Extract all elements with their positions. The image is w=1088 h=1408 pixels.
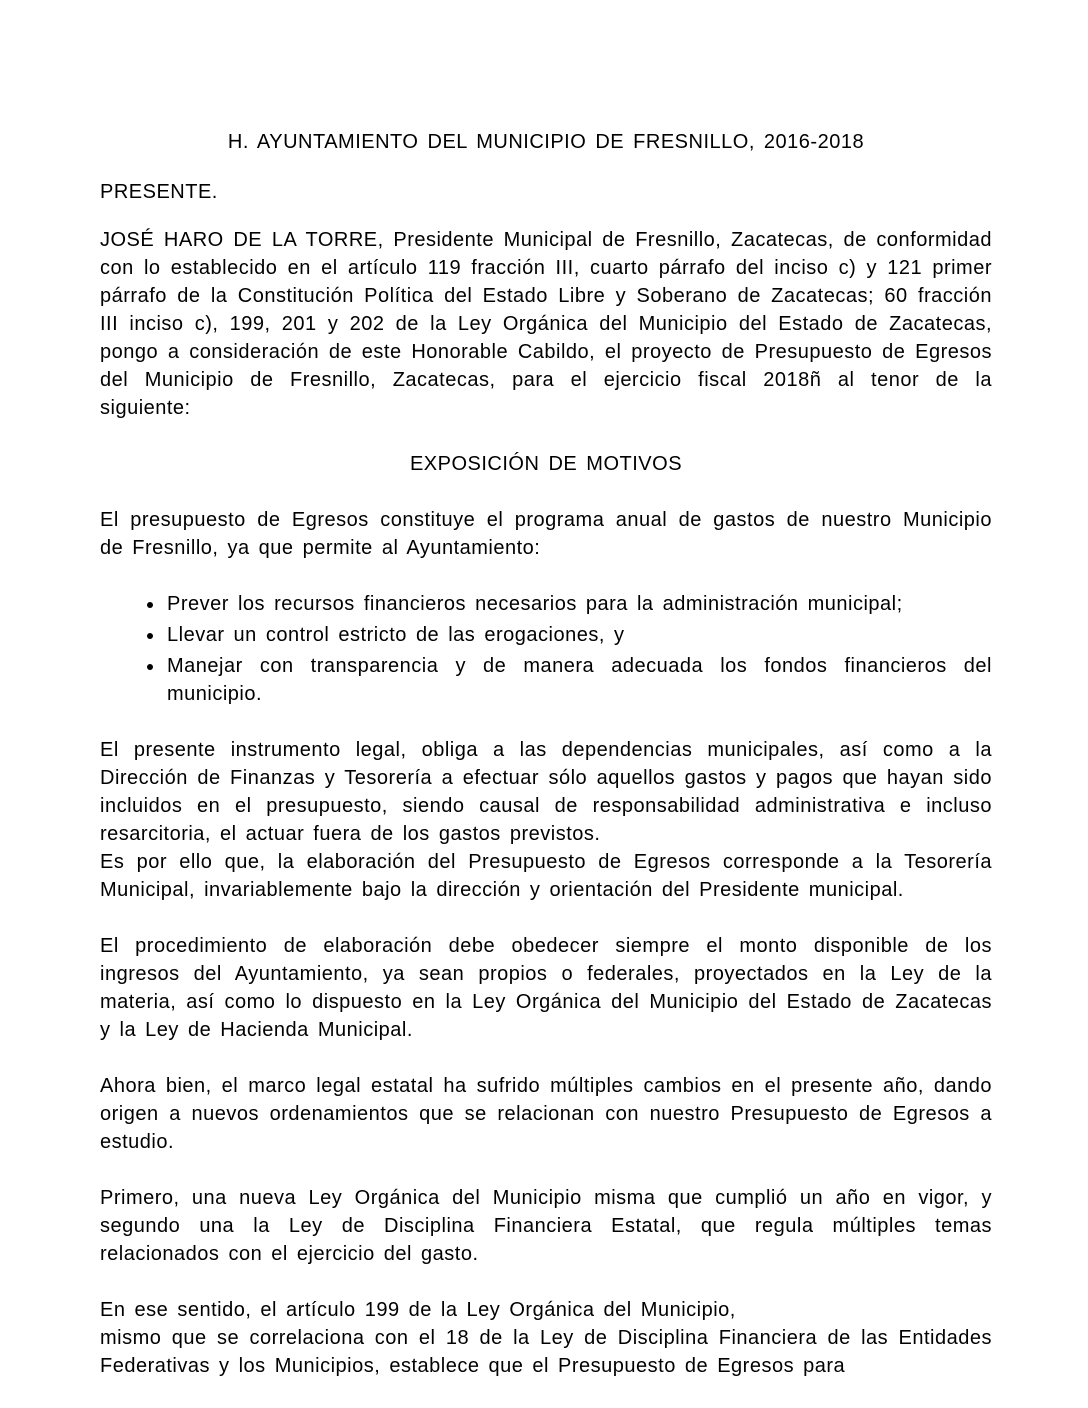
list-item: • Manejar con transparencia y de manera adecuada los fondos financieros del municipio. — [165, 652, 992, 708]
paragraph-correlacion: mismo que se correlaciona con el 18 de la Ley de Disciplina Financiera de las Entidades Federativas y los Municipios, establece que el Presupuesto de Egresos para — [100, 1327, 992, 1377]
lead-paragraph: El presupuesto de Egresos constituye el programa anual de gastos de nuestro Municipio de Fresnillo, ya que permite al Ayuntamiento: — [100, 509, 992, 559]
section-heading: EXPOSICIÓN DE MOTIVOS — [409, 453, 683, 475]
paragraph-instrumento-legal: El presente instrumento legal, obliga a las dependencias municipales, así como a la Dirección de Finanzas y Tesorería a efectuar sólo aquellos gastos y pagos que hayan sido incluidos en el presupuesto, siendo causal de responsabilidad administrativa e incluso resarcitoria, el actuar fuera de los gastos previstos. — [100, 739, 992, 845]
bullet-list — [100, 590, 992, 708]
paragraph-procedimiento: El procedimiento de elaboración debe obedecer siempre el monto disponible de los ingresos del Ayuntamiento, ya sean propios o federales, proyectados en la Ley de la materia, así como lo dispuesto en la Ley Orgánica del Municipio del Estado de Zacatecas y la Ley de Hacienda Municipal. — [100, 935, 992, 1041]
paragraph-articulo-199: En ese sentido, el artículo 199 de la Ley Orgánica del Municipio, — [100, 1299, 736, 1321]
intro-paragraph: JOSÉ HARO DE LA TORRE, Presidente Municipal de Fresnillo, Zacatecas, de conformidad con lo establecido en el artículo 119 fracción III, cuarto párrafo del inciso c) y 121 primer párrafo de la Constitución Política del Estado Libre y Soberano de Zacatecas; 60 fracción III inciso c), 199, 201 y 202 de la Ley Orgánica del Municipio del Estado de Zacatecas, pongo a consideración de este Honorable Cabildo, el proyecto de Presupuesto de Egresos del Municipio de Fresnillo, Zacatecas, para el ejercicio fiscal 2018ñ al tenor de la siguiente: — [100, 229, 992, 419]
paragraph-tesoreria: Es por ello que, la elaboración del Presupuesto de Egresos corresponde a la Tesorería Municipal, invariablemente bajo la dirección y orientación del Presidente municipal. — [100, 851, 992, 901]
list-item: • Llevar un control estricto de las erogaciones, y — [165, 621, 992, 649]
document-title: H. AYUNTAMIENTO DEL MUNICIPIO DE FRESNILLO, 2016-2018 — [227, 131, 865, 153]
paragraph-marco-legal: Ahora bien, el marco legal estatal ha sufrido múltiples cambios en el presente año, dando origen a nuevos ordenamientos que se relacionan con nuestro Presupuesto de Egresos a estudio. — [100, 1075, 992, 1153]
list-item: • Prever los recursos financieros necesarios para la administración municipal; — [165, 590, 992, 618]
paragraph-leyes-nuevas: Primero, una nueva Ley Orgánica del Municipio misma que cumplió un año en vigor, y segundo una la Ley de Disciplina Financiera Estatal, que regula múltiples temas relacionados con el ejercicio del gasto. — [100, 1187, 992, 1265]
salutation: PRESENTE. — [100, 181, 218, 203]
